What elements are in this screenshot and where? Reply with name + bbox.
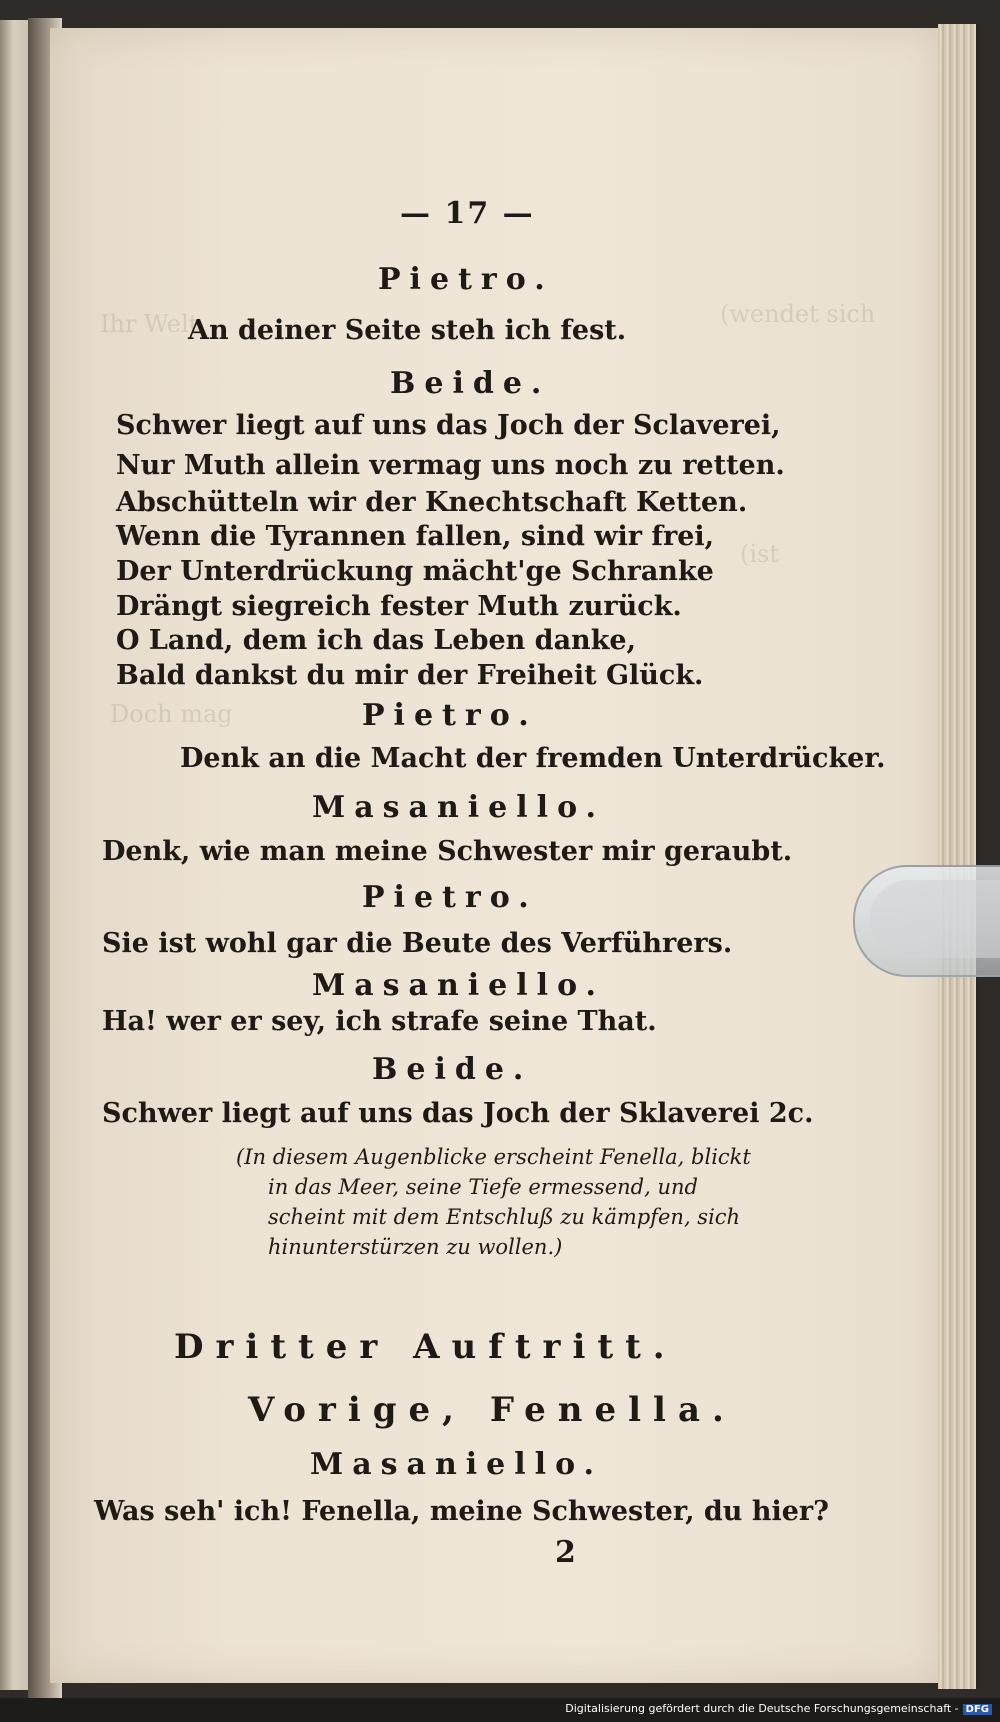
speaker-name: Masaniello. [310,1447,603,1482]
scene-heading: Dritter Auftritt. [174,1327,677,1367]
bleed-through-text: Doch mag [110,700,233,728]
stage-direction: hinunterstürzen zu wollen.) [268,1235,563,1259]
speaker-name: Pietro. [378,262,554,297]
signature-mark: 2 [555,1535,576,1570]
verse-line: Schwer liegt auf uns das Joch der Sclaverei, [116,410,781,441]
verse-line: Ha! wer er sey, ich strafe seine That. [102,1006,657,1037]
scene-characters: Vorige, Fenella. [248,1390,736,1430]
digitization-credit [565,1702,992,1715]
credit-text: Digitalisierung gefördert durch die Deutsche Forschungsgemeinschaft - [565,1702,959,1715]
verse-line: Drängt siegreich fester Muth zurück. [116,591,682,622]
speaker-name: Beide. [372,1052,533,1087]
verse-line: An deiner Seite steh ich fest. [188,315,627,346]
page-number: — 17 — [400,196,535,231]
bleed-through-text: (wendet sich [720,300,876,328]
verse-line: O Land, dem ich das Leben danke, [116,625,636,656]
speaker-name: Pietro. [362,698,538,733]
bleed-through-text: (ist [740,540,779,568]
verse-line: Bald dankst du mir der Freiheit Glück. [116,660,704,691]
verse-line: Der Unterdrückung mächt'ge Schranke [116,556,714,587]
verse-line: Wenn die Tyrannen fallen, sind wir frei, [116,521,715,552]
verse-line: Schwer liegt auf uns das Joch der Sklaverei 2c. [102,1098,814,1129]
verse-line: Abschütteln wir der Knechtschaft Ketten. [116,487,748,518]
stage-direction: (In diesem Augenblicke erscheint Fenella, blickt [236,1145,751,1169]
speaker-name: Beide. [390,366,551,401]
verse-line: Denk an die Macht der fremden Unterdrücker. [180,743,886,774]
verse-line: Nur Muth allein vermag uns noch zu retten. [116,450,785,481]
page-leaf-edges [938,24,979,1689]
stage-direction: scheint mit dem Entschluß zu kämpfen, sich [268,1205,741,1229]
verse-line: Was seh' ich! Fenella, meine Schwester, du hier? [94,1496,829,1527]
dfg-logo: DFG [963,1704,992,1715]
speaker-name: Masaniello. [312,968,605,1003]
page-clip-highlight [870,880,1000,958]
bleed-through-text: Ihr Welt [100,310,199,338]
speaker-name: Masaniello. [312,790,605,825]
left-page-edge [0,20,30,1690]
verse-line: Denk, wie man meine Schwester mir geraubt. [102,836,793,867]
stage-direction: in das Meer, seine Tiefe ermessend, und [268,1175,698,1199]
verse-line: Sie ist wohl gar die Beute des Verführers. [102,928,733,959]
speaker-name: Pietro. [362,880,538,915]
